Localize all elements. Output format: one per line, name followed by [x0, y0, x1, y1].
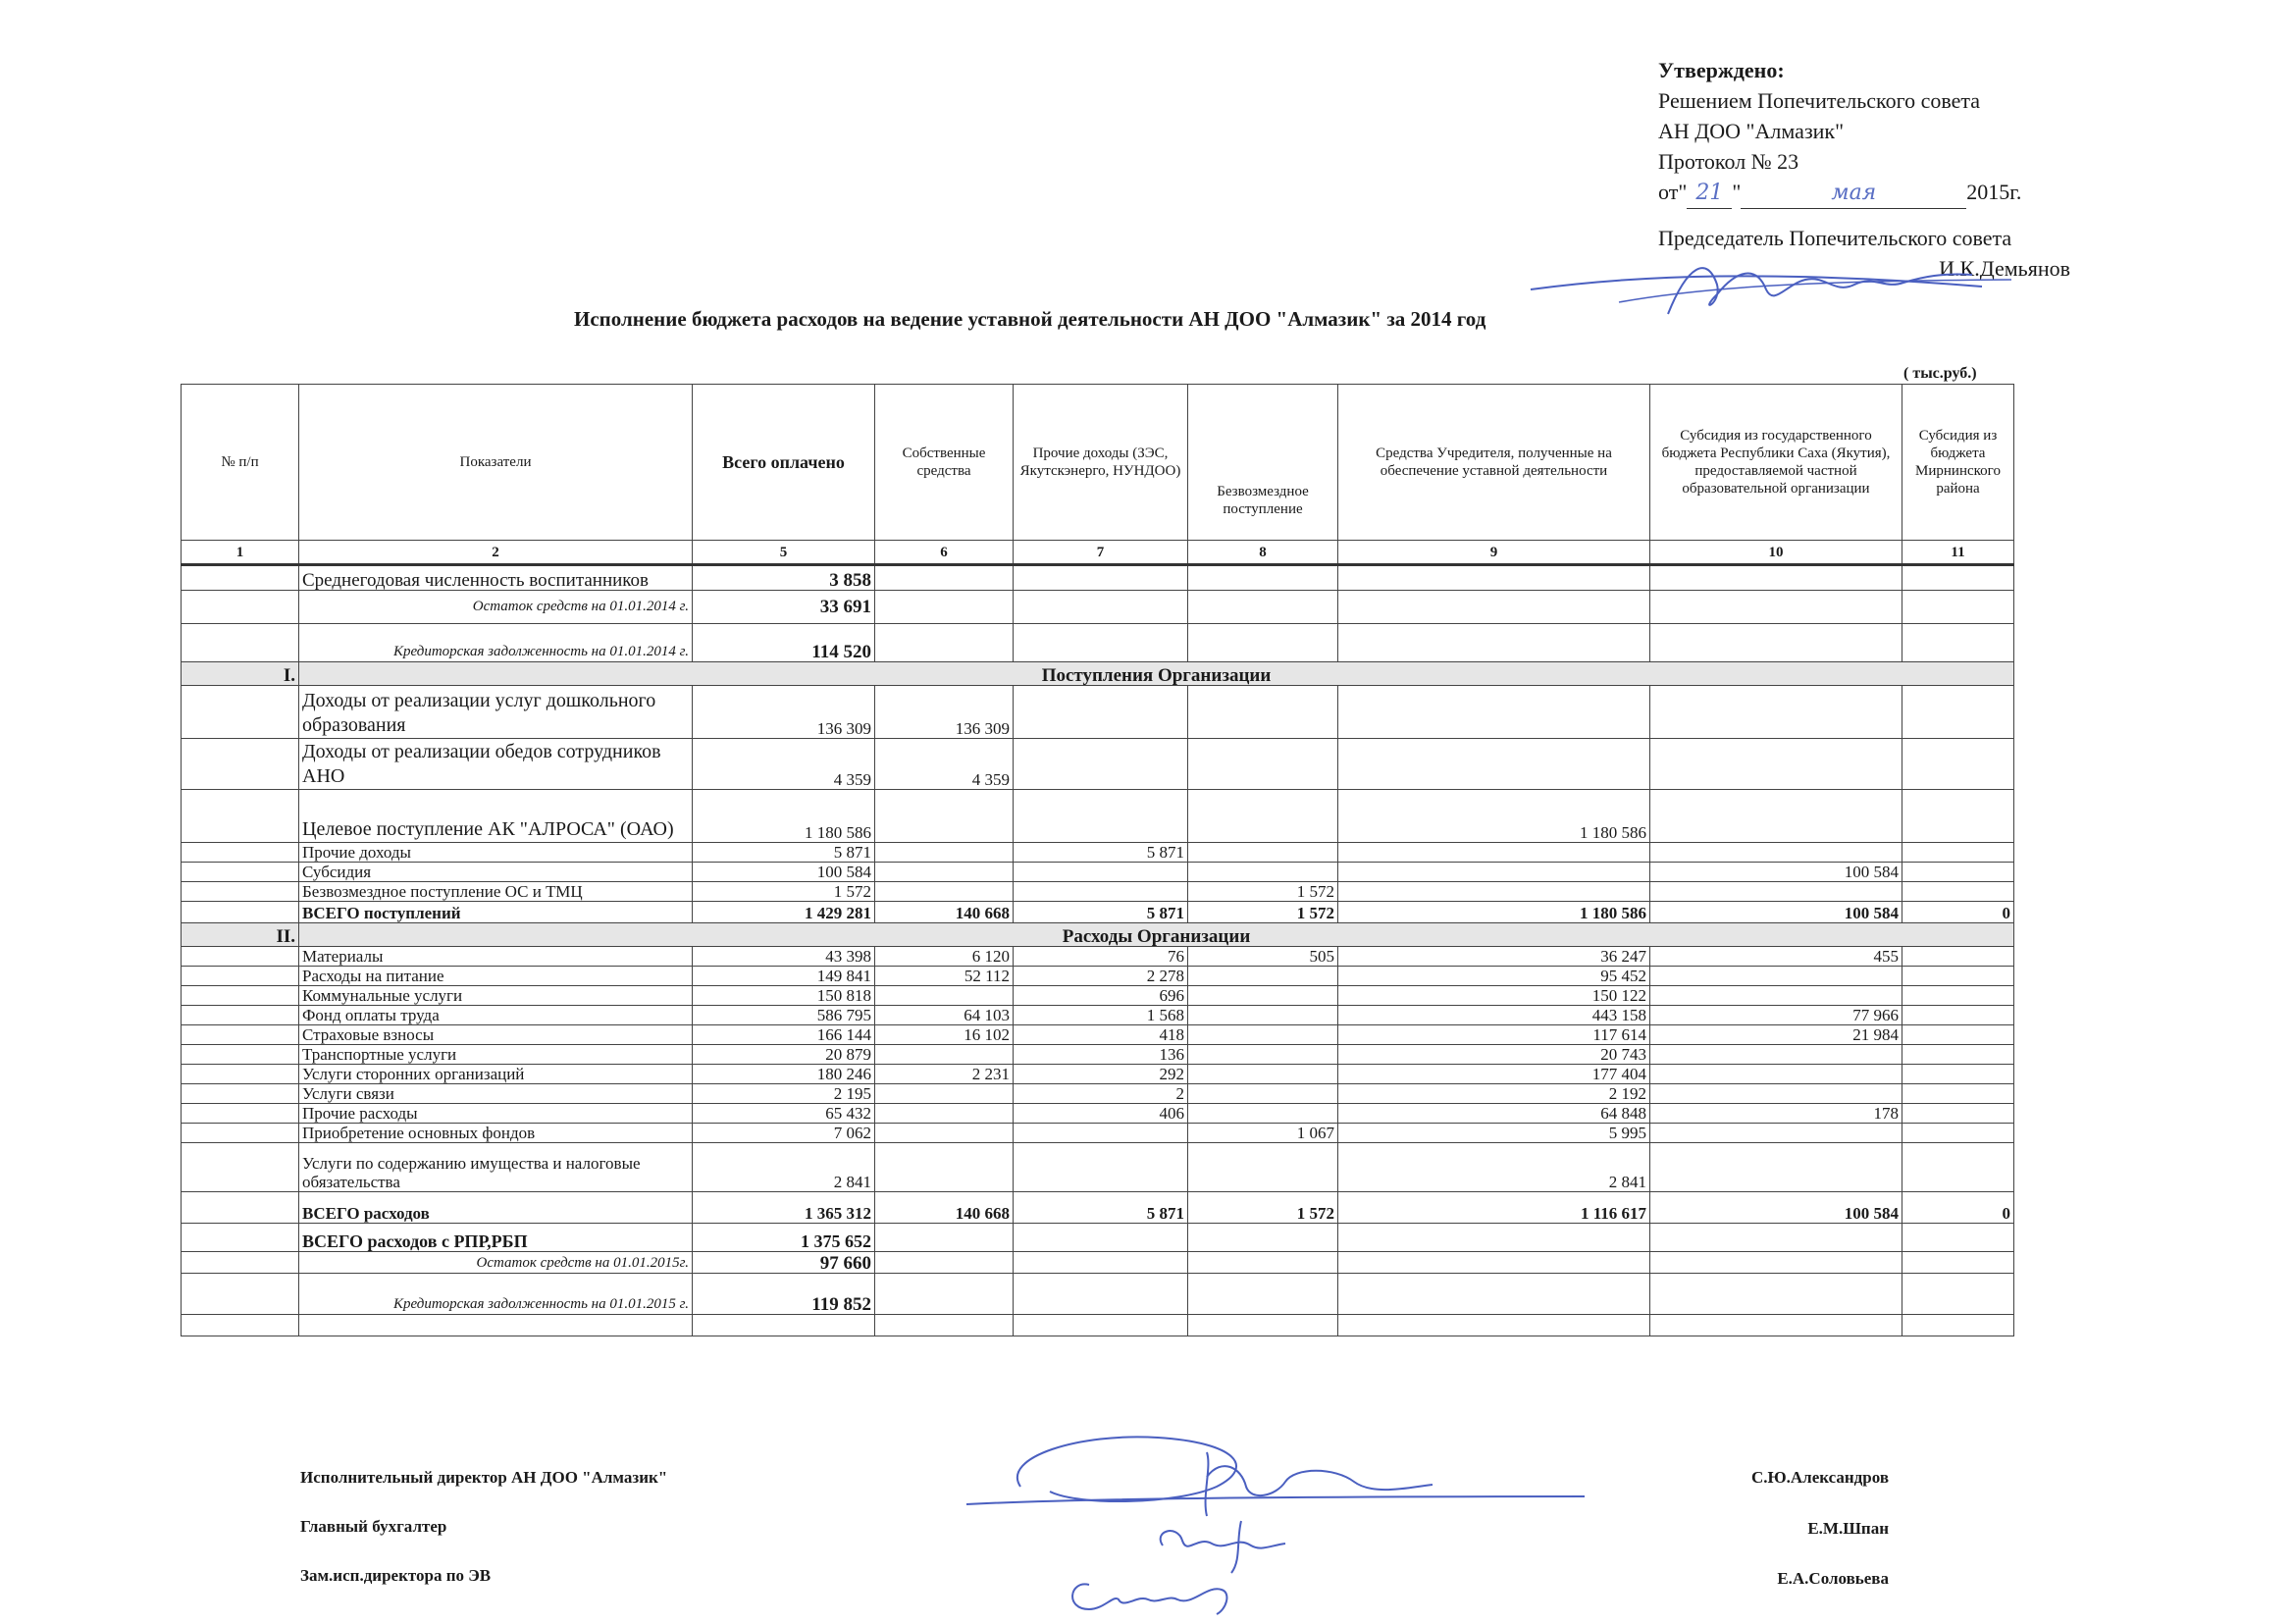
col-header-indicator: Показатели	[299, 385, 693, 541]
cell-free: 505	[1188, 947, 1338, 967]
cell-subsidy-mr	[1902, 882, 2014, 902]
row-indicator-label: ВСЕГО поступлений	[299, 902, 693, 923]
cell-founder: 20 743	[1338, 1045, 1650, 1065]
col-header-founder: Средства Учредителя, полученные на обеспечение уставной деятельности	[1338, 385, 1650, 541]
col-number: 5	[693, 541, 875, 565]
cell-subsidy-mr	[1902, 986, 2014, 1006]
table-row-closing-payables	[182, 1274, 2014, 1315]
table-row	[182, 1143, 2014, 1192]
cell-founder	[1338, 863, 1650, 882]
row-indicator-label: Доходы от реализации услуг дошкольного образования	[299, 686, 693, 739]
col-header-other: Прочие доходы (ЗЭС, Якутскэнерго, НУНДОО)	[1014, 385, 1188, 541]
cell-total: 43 398	[693, 947, 875, 967]
table-row-total	[182, 902, 2014, 923]
cell-free: 1 572	[1188, 902, 1338, 923]
column-number-row	[182, 541, 2014, 565]
approval-date	[1658, 177, 2070, 209]
row-indicator-label: Приобретение основных фондов	[299, 1124, 693, 1143]
row-indicator-label: Материалы	[299, 947, 693, 967]
cell-founder: 2 192	[1338, 1084, 1650, 1104]
approval-chairman: Председатель Попечительского совета	[1658, 226, 2012, 250]
cell-subsidy-mr	[1902, 947, 2014, 967]
cell-total: 149 841	[693, 967, 875, 986]
cell-total: 166 144	[693, 1025, 875, 1045]
cell-subsidy-mr	[1902, 1006, 2014, 1025]
cell-subsidy-mr	[1902, 739, 2014, 790]
cell-own	[875, 882, 1014, 902]
table-row	[182, 739, 2014, 790]
cell-founder: 1 180 586	[1338, 902, 1650, 923]
cell-subsidy-mr	[1902, 1045, 2014, 1065]
col-number: 9	[1338, 541, 1650, 565]
opening-payables-value: 114 520	[693, 624, 875, 662]
row-indicator-label: Доходы от реализации обедов сотрудников АНО	[299, 739, 693, 790]
cell-own: 16 102	[875, 1025, 1014, 1045]
row-indicator-label: Услуги по содержанию имущества и налоговые обязательства	[299, 1143, 693, 1192]
col-header-subsidy-mr: Субсидия из бюджета Мирнинского района	[1902, 385, 2014, 541]
cell-subsidy-rs	[1650, 1045, 1902, 1065]
date-month: мая	[1741, 178, 1966, 209]
row-indicator-label: Расходы на питание	[299, 967, 693, 986]
cell-subsidy-rs	[1650, 967, 1902, 986]
cell-subsidy-rs	[1650, 1124, 1902, 1143]
table-row	[182, 1025, 2014, 1045]
cell-free	[1188, 1104, 1338, 1124]
section-expense-title: Расходы Организации	[299, 923, 2014, 947]
cell-subsidy-rs	[1650, 843, 1902, 863]
table-row	[182, 986, 2014, 1006]
cell-total: 2 841	[693, 1143, 875, 1192]
units-label: ( тыс.руб.)	[1903, 365, 1977, 382]
cell-subsidy-rs	[1650, 686, 1902, 739]
closing-payables-value: 119 852	[693, 1274, 875, 1315]
cell-free	[1188, 986, 1338, 1006]
cell-own	[875, 863, 1014, 882]
table-row	[182, 882, 2014, 902]
cell-subsidy-rs: 77 966	[1650, 1006, 1902, 1025]
cell-other: 292	[1014, 1065, 1188, 1084]
cell-free	[1188, 686, 1338, 739]
cell-founder: 117 614	[1338, 1025, 1650, 1045]
signature-name-deputy: Е.А.Соловьева	[1777, 1569, 1889, 1588]
opening-payables-label: Кредиторская задолженность на 01.01.2014 г.	[299, 624, 693, 662]
cell-total: 1 180 586	[693, 790, 875, 843]
cell-founder: 2 841	[1338, 1143, 1650, 1192]
cell-other: 418	[1014, 1025, 1188, 1045]
approval-chairman-name: И.К.Демьянов	[1939, 256, 2070, 281]
cell-other	[1014, 1124, 1188, 1143]
cell-subsidy-mr	[1902, 1104, 2014, 1124]
row-indicator-label: Услуги связи	[299, 1084, 693, 1104]
cell-own: 52 112	[875, 967, 1014, 986]
cell-subsidy-mr: 0	[1902, 1192, 2014, 1224]
cell-founder: 36 247	[1338, 947, 1650, 967]
cell-total: 2 195	[693, 1084, 875, 1104]
table-row	[182, 1045, 2014, 1065]
cell-founder: 5 995	[1338, 1124, 1650, 1143]
col-number: 8	[1188, 541, 1338, 565]
cell-founder: 150 122	[1338, 986, 1650, 1006]
cell-subsidy-rs	[1650, 1065, 1902, 1084]
col-header-num: № п/п	[182, 385, 299, 541]
cell-own: 6 120	[875, 947, 1014, 967]
cell-total: 20 879	[693, 1045, 875, 1065]
row-indicator-label: Прочие доходы	[299, 843, 693, 863]
date-day: 21	[1687, 178, 1732, 209]
cell-subsidy-rs	[1650, 790, 1902, 843]
deputy-signature-icon	[1060, 1565, 1256, 1624]
opening-balance-label: Остаток средств на 01.01.2014 г.	[299, 591, 693, 624]
budget-table	[181, 384, 2014, 1336]
cell-own	[875, 1045, 1014, 1065]
table-row-opening-payables	[182, 624, 2014, 662]
closing-balance-value: 97 660	[693, 1252, 875, 1274]
cell-other: 5 871	[1014, 843, 1188, 863]
cell-total: 1 365 312	[693, 1192, 875, 1224]
cell-subsidy-mr	[1902, 1143, 2014, 1192]
total-with-rpr-label: ВСЕГО расходов с РПР,РБП	[299, 1224, 693, 1252]
row-indicator-label: Услуги сторонних организаций	[299, 1065, 693, 1084]
cell-total: 5 871	[693, 843, 875, 863]
cell-own: 64 103	[875, 1006, 1014, 1025]
cell-own	[875, 843, 1014, 863]
col-number: 11	[1902, 541, 2014, 565]
cell-subsidy-rs: 178	[1650, 1104, 1902, 1124]
cell-free	[1188, 790, 1338, 843]
cell-subsidy-mr	[1902, 1084, 2014, 1104]
director-signature-icon	[962, 1428, 1589, 1526]
col-header-subsidy-rs: Субсидия из государственного бюджета Республики Саха (Якутия), предоставляемой частной образовательной организации	[1650, 385, 1902, 541]
section-row-expense	[182, 923, 2014, 947]
cell-free	[1188, 739, 1338, 790]
cell-other	[1014, 686, 1188, 739]
cell-own: 136 309	[875, 686, 1014, 739]
date-quote: "	[1732, 180, 1742, 204]
cell-founder: 443 158	[1338, 1006, 1650, 1025]
table-row	[182, 947, 2014, 967]
table-row-closing-balance	[182, 1252, 2014, 1274]
table-row	[182, 790, 2014, 843]
avg-children-label: Среднегодовая численность воспитанников	[299, 565, 693, 591]
cell-founder: 177 404	[1338, 1065, 1650, 1084]
cell-subsidy-mr	[1902, 863, 2014, 882]
section-income-title: Поступления Организации	[299, 662, 2014, 686]
date-prefix: от"	[1658, 180, 1688, 204]
cell-subsidy-rs: 21 984	[1650, 1025, 1902, 1045]
cell-founder	[1338, 686, 1650, 739]
cell-subsidy-mr	[1902, 967, 2014, 986]
cell-subsidy-rs	[1650, 882, 1902, 902]
table-row-total	[182, 1192, 2014, 1224]
col-header-total: Всего оплачено	[693, 385, 875, 541]
cell-subsidy-rs: 100 584	[1650, 863, 1902, 882]
cell-subsidy-mr	[1902, 843, 2014, 863]
row-indicator-label: Целевое поступление АК "АЛРОСА" (ОАО)	[299, 790, 693, 843]
cell-other: 1 568	[1014, 1006, 1188, 1025]
closing-balance-label: Остаток средств на 01.01.2015г.	[299, 1252, 693, 1274]
cell-free: 1 067	[1188, 1124, 1338, 1143]
cell-total: 4 359	[693, 739, 875, 790]
cell-free	[1188, 1065, 1338, 1084]
date-year: 2015г.	[1966, 180, 2022, 204]
signature-name-director: С.Ю.Александров	[1750, 1468, 1889, 1487]
cell-subsidy-mr	[1902, 1025, 2014, 1045]
row-indicator-label: ВСЕГО расходов	[299, 1192, 693, 1224]
document-title: Исполнение бюджета расходов на ведение уставной деятельности АН ДОО "Алмазик" за 2014 год	[574, 307, 1486, 331]
section-expense-num: II.	[182, 923, 299, 947]
signature-role-accountant: Главный бухгалтер	[300, 1517, 447, 1536]
cell-total: 150 818	[693, 986, 875, 1006]
chairman-signature-icon	[1521, 245, 2031, 334]
cell-free	[1188, 1143, 1338, 1192]
section-row-income	[182, 662, 2014, 686]
table-row-opening-balance	[182, 591, 2014, 624]
signature-name-accountant: Е.М.Шпан	[1807, 1519, 1889, 1538]
cell-own	[875, 1143, 1014, 1192]
table-row	[182, 1104, 2014, 1124]
col-number: 2	[299, 541, 693, 565]
cell-founder: 95 452	[1338, 967, 1650, 986]
cell-founder	[1338, 739, 1650, 790]
approval-protocol: Протокол № 23	[1658, 149, 1799, 174]
approval-title: Утверждено:	[1658, 58, 1785, 82]
cell-other	[1014, 882, 1188, 902]
cell-other: 5 871	[1014, 902, 1188, 923]
table-row-avg-children	[182, 565, 2014, 591]
cell-subsidy-rs: 455	[1650, 947, 1902, 967]
approval-decision: Решением Попечительского совета	[1658, 88, 1981, 113]
cell-total: 180 246	[693, 1065, 875, 1084]
table-row	[182, 1006, 2014, 1025]
col-number: 7	[1014, 541, 1188, 565]
cell-total: 1 429 281	[693, 902, 875, 923]
cell-other	[1014, 863, 1188, 882]
cell-total: 1 572	[693, 882, 875, 902]
opening-balance-value: 33 691	[693, 591, 875, 624]
cell-free	[1188, 1084, 1338, 1104]
cell-other	[1014, 790, 1188, 843]
row-indicator-label: Безвозмездное поступление ОС и ТМЦ	[299, 882, 693, 902]
cell-founder: 64 848	[1338, 1104, 1650, 1124]
cell-other: 2 278	[1014, 967, 1188, 986]
cell-subsidy-rs	[1650, 739, 1902, 790]
cell-founder: 1 180 586	[1338, 790, 1650, 843]
row-indicator-label: Транспортные услуги	[299, 1045, 693, 1065]
table-row	[182, 686, 2014, 739]
row-indicator-label: Страховые взносы	[299, 1025, 693, 1045]
table-row	[182, 843, 2014, 863]
cell-free: 1 572	[1188, 1192, 1338, 1224]
cell-founder: 1 116 617	[1338, 1192, 1650, 1224]
table-row-empty	[182, 1315, 2014, 1336]
cell-free	[1188, 1025, 1338, 1045]
cell-other: 136	[1014, 1045, 1188, 1065]
section-income-num: I.	[182, 662, 299, 686]
cell-subsidy-mr	[1902, 1065, 2014, 1084]
cell-subsidy-mr	[1902, 1124, 2014, 1143]
cell-other: 76	[1014, 947, 1188, 967]
cell-own: 2 231	[875, 1065, 1014, 1084]
table-row	[182, 967, 2014, 986]
cell-total: 136 309	[693, 686, 875, 739]
cell-own	[875, 790, 1014, 843]
table-row	[182, 1084, 2014, 1104]
cell-other: 406	[1014, 1104, 1188, 1124]
cell-free	[1188, 1045, 1338, 1065]
signature-role-deputy: Зам.исп.директора по ЭВ	[300, 1566, 492, 1585]
table-row	[182, 1065, 2014, 1084]
table-row	[182, 863, 2014, 882]
cell-own: 4 359	[875, 739, 1014, 790]
avg-children-value: 3 858	[693, 565, 875, 591]
cell-other	[1014, 1143, 1188, 1192]
cell-subsidy-rs: 100 584	[1650, 1192, 1902, 1224]
approval-organization: АН ДОО "Алмазик"	[1658, 119, 1845, 143]
cell-subsidy-rs	[1650, 986, 1902, 1006]
cell-own	[875, 1084, 1014, 1104]
cell-free	[1188, 843, 1338, 863]
cell-subsidy-mr	[1902, 686, 2014, 739]
cell-free	[1188, 1006, 1338, 1025]
row-indicator-label: Коммунальные услуги	[299, 986, 693, 1006]
cell-subsidy-rs: 100 584	[1650, 902, 1902, 923]
cell-own: 140 668	[875, 902, 1014, 923]
cell-total: 65 432	[693, 1104, 875, 1124]
cell-subsidy-mr: 0	[1902, 902, 2014, 923]
row-indicator-label: Субсидия	[299, 863, 693, 882]
cell-free	[1188, 967, 1338, 986]
cell-own	[875, 986, 1014, 1006]
col-number: 10	[1650, 541, 1902, 565]
cell-total: 7 062	[693, 1124, 875, 1143]
table-row-total-with-rpr	[182, 1224, 2014, 1252]
row-indicator-label: Фонд оплаты труда	[299, 1006, 693, 1025]
col-number: 1	[182, 541, 299, 565]
cell-subsidy-rs	[1650, 1143, 1902, 1192]
cell-own	[875, 1104, 1014, 1124]
cell-founder	[1338, 882, 1650, 902]
header-row	[182, 385, 2014, 541]
col-number: 6	[875, 541, 1014, 565]
row-indicator-label: Прочие расходы	[299, 1104, 693, 1124]
col-header-free: Безвозмездное поступление	[1188, 385, 1338, 541]
cell-other: 696	[1014, 986, 1188, 1006]
cell-free	[1188, 863, 1338, 882]
cell-own	[875, 1124, 1014, 1143]
cell-other: 5 871	[1014, 1192, 1188, 1224]
cell-founder	[1338, 843, 1650, 863]
col-header-own: Собственные средства	[875, 385, 1014, 541]
cell-own: 140 668	[875, 1192, 1014, 1224]
cell-subsidy-rs	[1650, 1084, 1902, 1104]
cell-other	[1014, 739, 1188, 790]
table-row	[182, 1124, 2014, 1143]
cell-total: 100 584	[693, 863, 875, 882]
closing-payables-label: Кредиторская задолженность на 01.01.2015 г.	[299, 1274, 693, 1315]
signature-role-director: Исполнительный директор АН ДОО "Алмазик"	[300, 1468, 668, 1487]
total-with-rpr-value: 1 375 652	[693, 1224, 875, 1252]
cell-free: 1 572	[1188, 882, 1338, 902]
cell-total: 586 795	[693, 1006, 875, 1025]
cell-subsidy-mr	[1902, 790, 2014, 843]
cell-other: 2	[1014, 1084, 1188, 1104]
